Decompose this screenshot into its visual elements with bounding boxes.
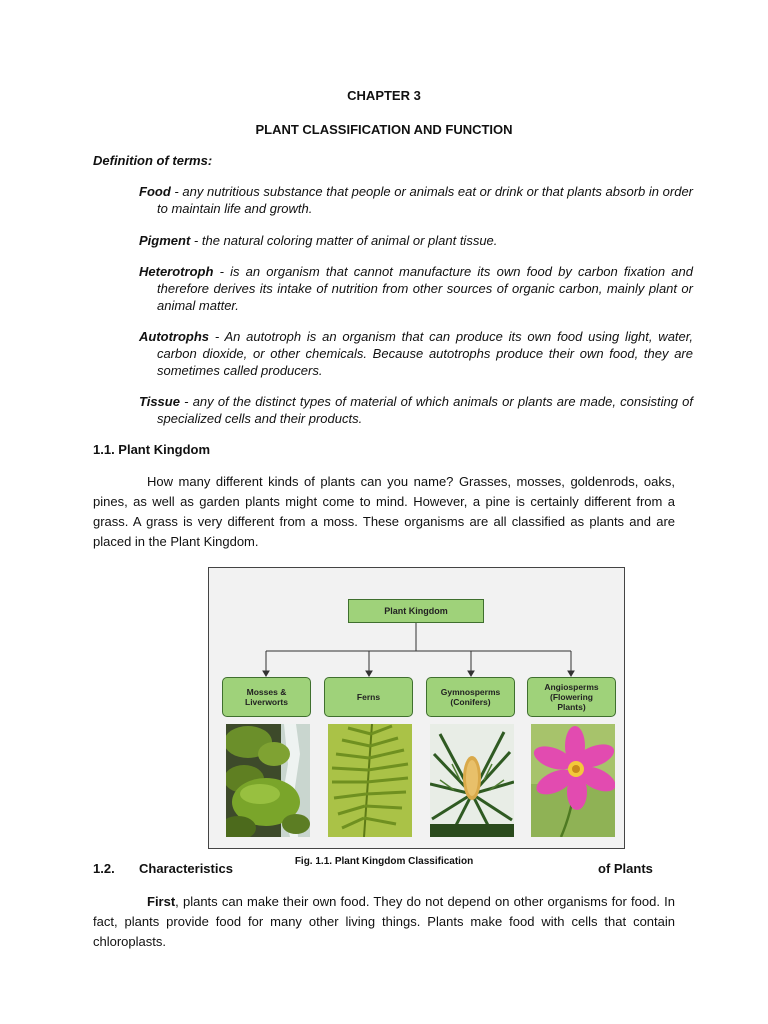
section-1-2-paragraph [93,892,675,952]
term-definition: - any nutritious substance that people or animals eat or drink or that plants absorb in order to maintain life and growth. [157,184,693,216]
definition-food [139,183,693,217]
figure-caption: Fig. 1.1. Plant Kingdom Classification [294,856,474,867]
section-heading-1-1: 1.1. Plant Kingdom [93,442,211,457]
term-name: Food [139,184,171,199]
mosses-liverworts-box: Mosses & Liverworts [222,677,311,717]
paragraph-text: , plants can make their own food. They do not depend on other organisms for food. In fact, plants provide food for many other living things. Plants make food with cells that contain chloroplasts. [93,894,675,949]
section-1-2-heading-right: of Plants [598,861,653,876]
cycad-image [430,724,514,837]
fern-image [328,724,412,837]
term-definition: - An autotroph is an organism that can produce its own food using light, water, carbon dioxide, or other chemicals. Because autotrophs produce their own food, they are sometimes called producers. [157,329,693,378]
term-name: Tissue [139,394,180,409]
definition-tissue [139,393,693,427]
gymnosperms-box: Gymnosperms (Conifers) [426,677,515,717]
term-name: Heterotroph [139,264,214,279]
definition-pigment [139,232,693,249]
section-1-2-number: 1.2. [93,861,115,876]
ferns-box: Ferns [324,677,413,717]
moss-image [226,724,310,837]
term-definition: - the natural coloring matter of animal or plant tissue. [190,233,498,248]
section-1-2-heading-left: Characteristics [139,861,233,876]
definition-heterotroph [139,263,693,314]
chapter-label: CHAPTER 3 [347,88,421,103]
term-definition: - is an organism that cannot manufacture its own food by carbon fixation and therefore derives its intake of nutrition from other sources of organic carbon, mainly plant or animal matter. [157,264,693,313]
term-definition: - any of the distinct types of material of which animals or plants are made, consisting of specialized cells and their products. [157,394,693,426]
definition-autotrophs [139,328,693,379]
section-1-1-paragraph: How many different kinds of plants can you name? Grasses, mosses, goldenrods, oaks, pines, as well as garden plants might come to mind. However, a pine is certainly different from a grass. A grass is very different from a moss. These organisms are all classified as plants and are placed in the Plant Kingdom. [93,474,675,549]
lead-word: First [147,894,176,909]
definitions-heading: Definition of terms: [93,153,213,168]
term-name: Autotrophs [139,329,210,344]
plant-kingdom-figure [208,567,625,849]
chapter-title: PLANT CLASSIFICATION AND FUNCTION [255,122,513,137]
angiosperms-box: Angiosperms (Flowering Plants) [527,677,616,717]
flower-image [531,724,615,837]
term-name: Pigment [139,233,191,248]
plant-kingdom-box: Plant Kingdom [348,599,484,623]
